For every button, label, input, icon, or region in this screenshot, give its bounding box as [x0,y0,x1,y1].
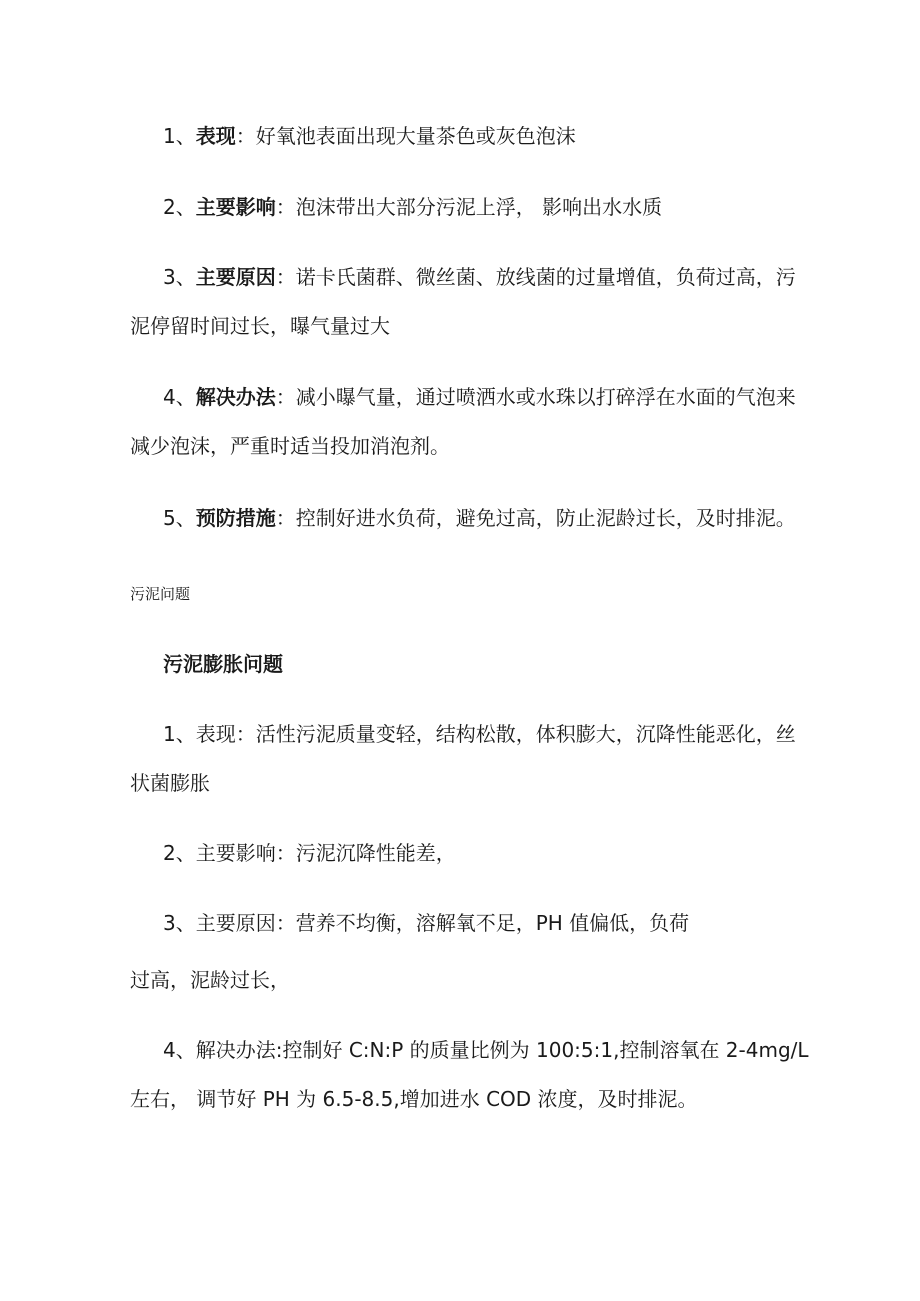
bulking-item-3: 3、主要原因：营养不均衡，溶解氧不足，PH 值偏低，负荷 [163,911,690,935]
item-number: 5、 [163,506,196,530]
bulking-item-4: 4、解决办法:控制好 C:N:P 的质量比例为 100:5:1,控制溶氧在 2-4mg/L [163,1038,809,1062]
item-label: 主要原因 [195,265,276,289]
foam-item-4-continuation: 减少泡沫，严重时适当投加消泡剂。 [130,434,450,458]
foam-item-5 [163,506,796,530]
bulking-item-1: 1、表现：活性污泥质量变轻，结构松散，体积膨大，沉降性能恶化，丝 [163,722,796,746]
foam-item-4 [163,385,796,409]
foam-item-3 [163,265,796,289]
item-label: 解决办法 [195,385,276,409]
item-label: 主要影响 [195,195,276,219]
item-separator: ： [275,506,296,530]
section-heading: 污泥膨胀问题 [163,652,283,676]
item-separator: ： [275,385,296,409]
bulking-item-1-continuation: 状菌膨胀 [130,771,210,795]
item-text: 控制好进水负荷，避免过高，防止泥龄过长，及时排泥。 [295,506,796,530]
item-label: 预防措施 [195,506,276,530]
item-separator: ： [235,124,256,148]
item-text: 减小曝气量，通过喷洒水或水珠以打碎浮在水面的气泡来 [295,385,796,409]
bulking-item-2: 2、主要影响：污泥沉降性能差， [163,841,456,865]
section-label: 污泥问题 [130,585,191,603]
item-text: 诺卡氏菌群、微丝菌、放线菌的过量增值，负荷过高，污 [295,265,796,289]
foam-item-3-continuation: 泥停留时间过长，曝气量过大 [130,314,390,338]
item-number: 3、 [163,265,196,289]
item-separator: ： [275,195,296,219]
bulking-item-3-continuation: 过高，泥龄过长， [130,968,290,992]
item-number: 4、 [163,385,196,409]
foam-item-2 [163,195,662,219]
item-separator: ： [275,265,296,289]
item-number: 2、 [163,195,196,219]
item-text: 好氧池表面出现大量茶色或灰色泡沫 [255,124,576,148]
foam-item-1 [163,124,576,148]
bulking-item-4-continuation: 左右， 调节好 PH 为 6.5-8.5,增加进水 COD 浓度，及时排泥。 [130,1087,698,1111]
item-text: 泡沫带出大部分污泥上浮， 影响出水水质 [295,195,663,219]
item-label: 表现 [195,124,236,148]
item-number: 1、 [163,124,196,148]
